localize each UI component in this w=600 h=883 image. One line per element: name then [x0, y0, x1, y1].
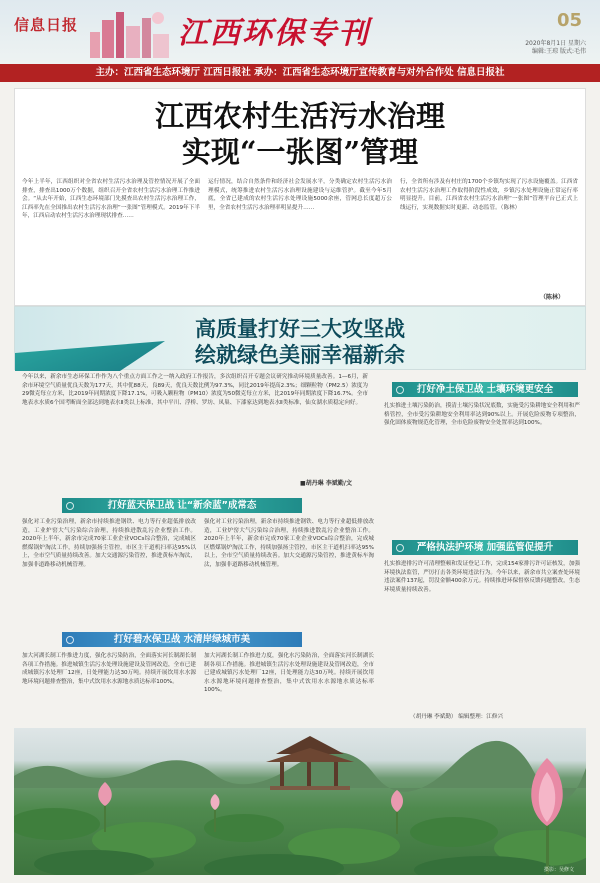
section-blue-sky-text-1: 强化对工业污染治理，新余市持续推进钢铁、电力等行业超低排放改造，工业炉窑大气污染综合治理，持续推进散乱污企业整治工作。2020年上半年，新余市完成70家工业企业VOCs综合整治，完成城区燃煤锅炉淘汰工作，持续加强扬尘管控，市区主干道机扫率达95%以上，全市空气质量持续改善。加大交通源污染管控，推进黄标车淘汰，加强非道路移动机械管理。 [22, 519, 196, 568]
section-law-enforcement: 严格执法护环境 加强监管促提升 [392, 540, 578, 555]
article-2-end-byline: （胡丹琳 李斌勤） 编辑整理：江修兴 [410, 714, 504, 720]
date-line: 2020年8月1日 星期六 [525, 40, 586, 47]
editor-line: 编辑:王琼 版式:毛伟 [532, 48, 586, 55]
section-clear-water-text-2: 加大河湖长制工作推进力度，强化水污染防治，全面落实河长制湖长制各项工作措施。推进城镇生活污水处理设施建设及管网改造，全市已建成城镇污水处理厂12座，日处理能力达30万吨。持续开展饮用水水源地环境问题排查整治，集中式饮用水水源地水质达标率100%。 [204, 653, 374, 694]
article-2-headline-line1: 高质量打好三大攻坚战 [195, 316, 405, 341]
article-1-column-3: 行，全省所有涉及有村庄的1700个乡镇均实现了污水设施覆盖。江西省农村生活污水治理工作取得阶段性成效，乡镇污水处理设施正常运行率明显提升。目前，江西省农村生活污水治理“一张图”管理平台已正式上线运行，实现数据实时更新、动态监管。（陈林） [400, 179, 578, 211]
lotus-pond-illustration [14, 728, 586, 875]
brand-logo: 信息日报 [14, 16, 79, 34]
article-2-headline [0, 316, 600, 368]
page-number: 05 [556, 10, 582, 31]
column-title: 江西环保专刊 [178, 16, 370, 51]
sponsor-bar: 主办：江西省生态环境厅 江西日报社 承办：江西省生态环境厅宣传教育与对外合作处 信息日报社 [0, 64, 600, 82]
article-2-headline-line2: 绘就绿色美丽幸福新余 [195, 342, 405, 367]
article-2-lead: 今年以来，新余市生态环保工作作为八个重点方面工作之一纳入政府工作报告，多次组织召开专题会议研究推动环境质量改善。1—6月，新余市环境空气质量优良天数为177天，其中优88天，良89天，优良天数比例为97.3%，同比2019年提高2.3%；细颗粒物（PM2.5）浓度为29微克每立方米，比2019年同期浓度下降17.1%，可吸入颗粒物（PM10）浓度为50微克每立方米，比2019年同期浓度下降16.7%。全市地表水水质6个国考断面全部达到地表水Ⅱ类以上标准，其中平川、浮桥、罗坊、凤巢、下漆家达到地表水Ⅱ类标准，仙女湖水质稳定向好。 [22, 374, 368, 406]
masthead [0, 0, 600, 64]
city-skyline-illustration [86, 6, 176, 58]
article-1-headline [0, 98, 600, 170]
section-pure-land-text: 扎实推进土壤污染防治，摸清土壤污染状况底数，实施受污染耕地安全利用和严格管控，全市受污染耕地安全利用率达到90%以上。开展危险废物专项整治，强化固体废物规范化管理，全市危险废物安全处置率达到100%。 [384, 403, 580, 427]
section-clear-water: 打好碧水保卫战 水清岸绿城市美 [62, 632, 302, 647]
section-blue-sky: 打好蓝天保卫战 让“新余蓝”成常态 [62, 498, 302, 513]
article-2-lead-byline: ■胡丹琳 李斌勤/文 [300, 480, 352, 487]
article-1-byline: （陈林） [540, 294, 565, 301]
section-blue-sky-text-2: 强化对工业污染治理，新余市持续推进钢铁、电力等行业超低排放改造，工业炉窑大气污染综合治理，持续推进散乱污企业整治工作。2020年上半年，新余市完成70家工业企业VOCs综合整治，完成城区燃煤锅炉淘汰工作，持续加强扬尘管控，市区主干道机扫率达95%以上，全市空气质量持续改善。加大交通源污染管控，推进黄标车淘汰，加强非道路移动机械管理。 [204, 519, 374, 568]
article-1-column-2: 运行情况，结合自然条件和经济社会发展水平，分类确定农村生活污水治理模式，统筹推进农村生活污水治理设施建设与运维管护。截至今年5月底，全省已建成的农村生活污水处理设施5000余座，管网总长度超万公里，全省农村生活污水治理率明显提升…… [208, 179, 392, 211]
section-law-enforcement-text: 扎实推进排污许可清理整顿和发证登记工作，完成154家排污许可证核发，加强环境执法监管，严厉打击各类环境违法行为。今年以来，新余市共立案查处环境违法案件137起，罚没金额400余万元。持续推进环保督察反馈问题整改，生态环境质量持续改善。 [384, 561, 580, 593]
lotus-pond-photo [14, 728, 586, 875]
article-1-headline-line2: 实现“一张图”管理 [181, 135, 419, 169]
date-info [525, 40, 586, 56]
article-1-headline-line1: 江西农村生活污水治理 [154, 99, 445, 133]
article-1-column-1: 今年上半年，江西组织对全省农村生活污水治理及管控情况开展了全面排查，排查出1000万个数据，组织召开全省农村生活污水治理工作推进会。“从去年开始，江西生态环境部门先摸查出农村生活污水治理工作，江西率先在全国推出农村生活污水治理“一张图”管理模式。2019年下半年，江西启动农村生活污水治理现状排查…… [22, 179, 200, 220]
section-clear-water-text-1: 加大河湖长制工作推进力度，强化水污染防治，全面落实河长制湖长制各项工作措施。推进城镇生活污水处理设施建设及管网改造，全市已建成城镇污水处理厂12座，日处理能力达30万吨。持续开展饮用水水源地环境问题排查整治，集中式饮用水水源地水质达标率100%。 [22, 653, 196, 685]
photo-credit: 摄影：吴修文 [543, 867, 574, 873]
section-pure-land: 打好净土保卫战 土壤环境更安全 [392, 382, 578, 397]
